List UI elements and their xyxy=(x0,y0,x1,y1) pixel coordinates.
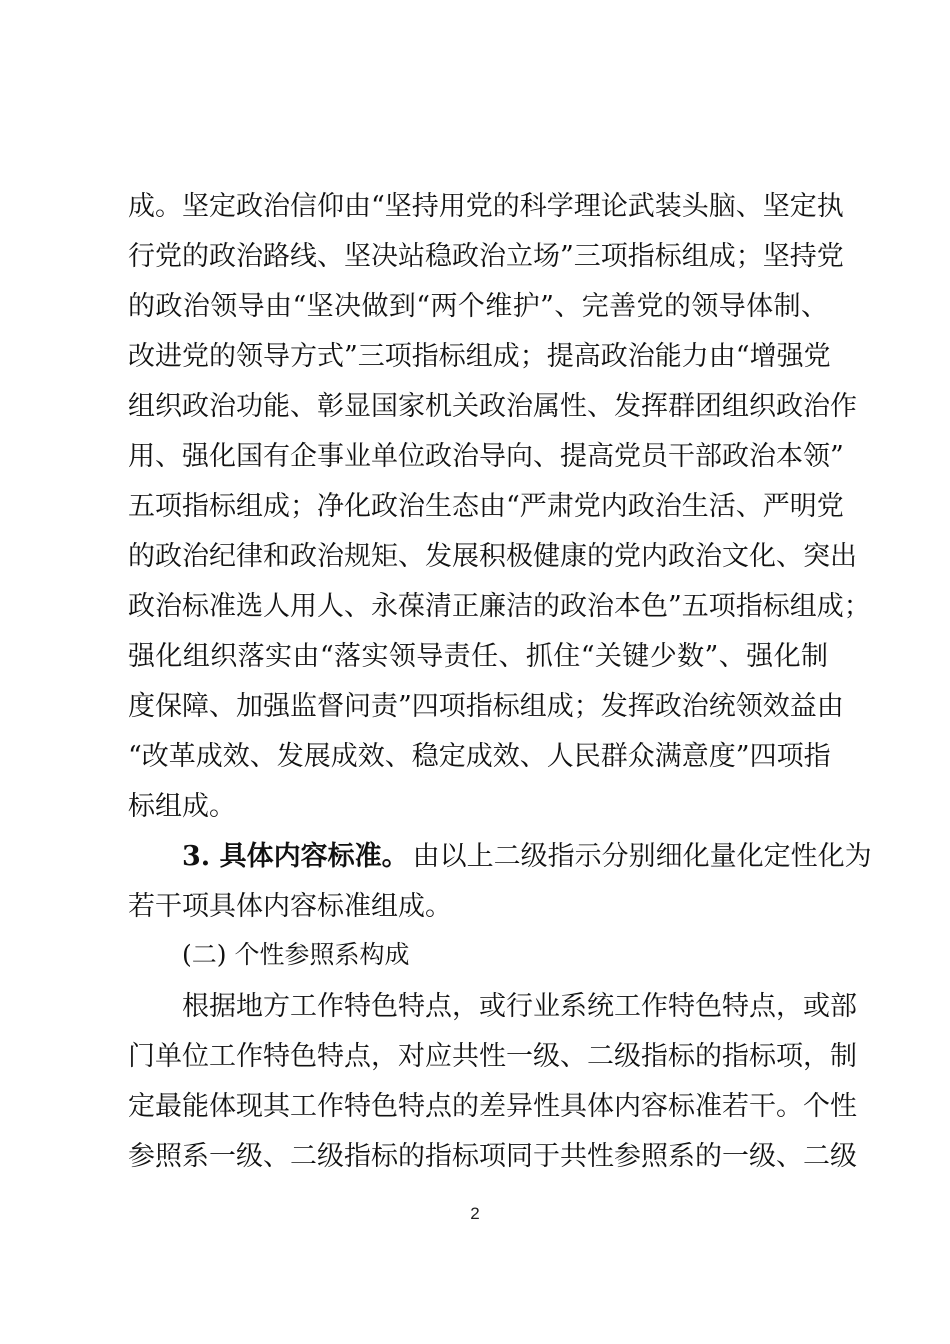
paragraph-line: 组织政治功能、彰显国家机关政治属性、发挥群团组织政治作 xyxy=(128,391,857,422)
item-3-title: 3. 具体内容标准。 xyxy=(182,841,409,872)
paragraph-line: “改革成效、发展成效、稳定成效、人民群众满意度”四项指 xyxy=(128,741,831,772)
paragraph-line: 成。坚定政治信仰由“坚持用党的科学理论武装头脑、坚定执 xyxy=(128,191,844,222)
item-3-text: 由以上二级指示分别细化量化定性化为 xyxy=(412,841,872,872)
paragraph-line: 度保障、加强监督问责”四项指标组成；发挥政治统领效益由 xyxy=(128,691,844,722)
paragraph-line: 定最能体现其工作特色特点的差异性具体内容标准若干。个性 xyxy=(128,1091,857,1122)
paragraph-line: 用、强化国有企事业单位政治导向、提高党员干部政治本领” xyxy=(128,441,844,472)
paragraph-line: 行党的政治路线、坚决站稳政治立场”三项指标组成；坚持党 xyxy=(128,241,844,272)
paragraph-line: 政治标准选人用人、永葆清正廉洁的政治本色”五项指标组成； xyxy=(128,591,871,622)
section-heading: (二) 个性参照系构成 xyxy=(182,940,410,969)
paragraph-line: 的政治纪律和政治规矩、发展积极健康的党内政治文化、突出 xyxy=(128,541,857,572)
paragraph-line: 标组成。 xyxy=(128,791,236,822)
paragraph-line: 根据地方工作特色特点，或行业系统工作特色特点，或部 xyxy=(182,991,857,1022)
item-3-line xyxy=(182,840,872,874)
paragraph-line: 五项指标组成；净化政治生态由“严肃党内政治生活、严明党 xyxy=(128,491,844,522)
page-number: 2 xyxy=(470,1204,480,1223)
item-3-continuation: 若干项具体内容标准组成。 xyxy=(128,891,452,922)
paragraph-line: 门单位工作特色特点，对应共性一级、二级指标的指标项，制 xyxy=(128,1041,857,1072)
paragraph-line: 参照系一级、二级指标的指标项同于共性参照系的一级、二级 xyxy=(128,1141,857,1172)
paragraph-line: 的政治领导由“坚决做到“两个维护”、完善党的领导体制、 xyxy=(128,291,828,322)
paragraph-line: 改进党的领导方式”三项指标组成；提高政治能力由“增强党 xyxy=(128,341,831,372)
paragraph-line: 强化组织落实由“落实领导责任、抓住“关键少数”、强化制 xyxy=(128,641,828,672)
